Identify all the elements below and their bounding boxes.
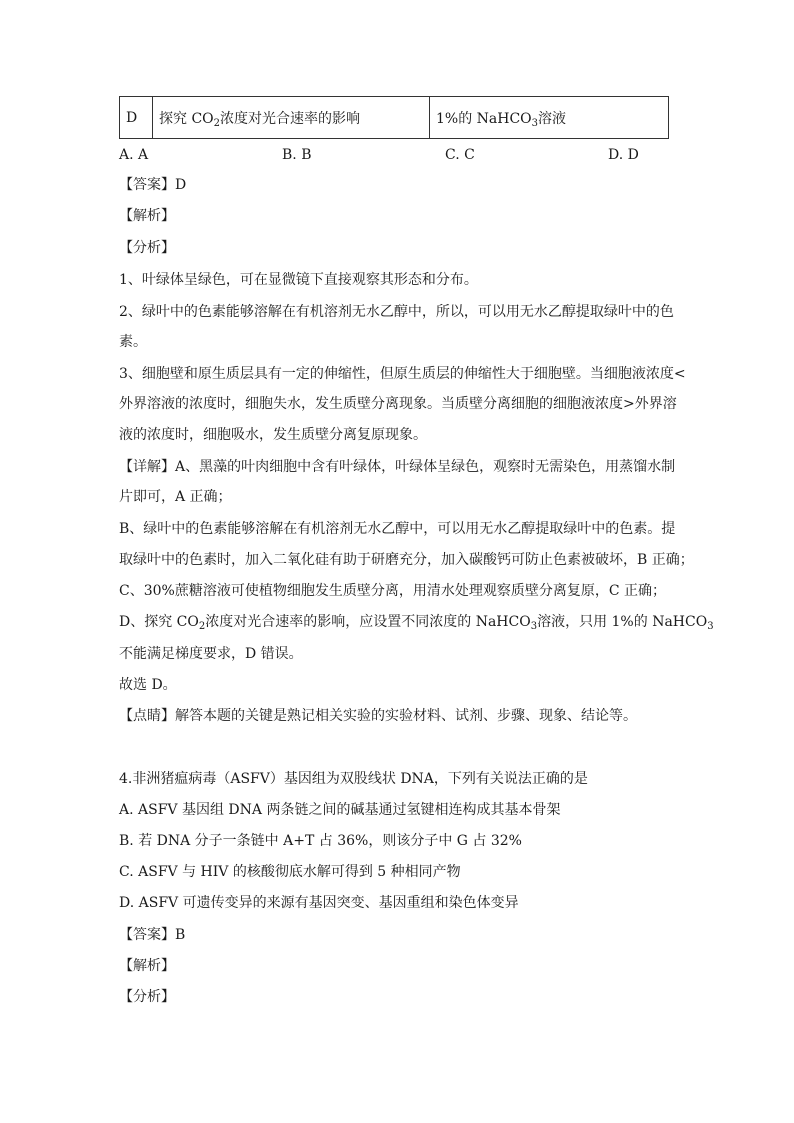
option-b: B. B	[282, 147, 312, 163]
q4-answer: 【答案】B	[119, 927, 186, 943]
option-c: C. C	[445, 147, 475, 163]
experiment-cell: 探究 $CO_2$浓度对光合速率的影响	[153, 97, 430, 139]
row-letter: D	[120, 97, 153, 139]
q3-detail-b-line-2: 取绿叶中的色素时，加入二氧化硅有助于研磨充分，加入碳酸钙可防止色素被破坏，B 正确；	[119, 552, 694, 568]
q3-detail-c: C、30%蔗糖溶液可使植物细胞发生质壁分离，用清水处理观察质壁分离复原，C 正确；	[119, 583, 666, 599]
q3-dianjing: 【点睛】解答本题的关键是熟记相关实验的实验材料、试剂、步骤、现象、结论等。	[119, 708, 637, 724]
q3-detail-d-line-1: D、探究 $CO_2$浓度对光合速率的影响，应设置不同浓度的 NaHCO$_3$溶液，只用 1%的 NaHCO$_3$	[119, 614, 714, 632]
q3-options	[119, 145, 679, 165]
q4-option-b: B. 若 DNA 分子一条链中 A+T 占 36%，则该分子中 G 占 32%	[119, 833, 522, 849]
material-cell: 1%的 NaHCO$_3$溶液	[430, 97, 669, 139]
q3-detail-a-line-1: 【详解】A、黑藻的叶肉细胞中含有叶绿体，叶绿体呈绿色，观察时无需染色，用蒸馏水制	[119, 459, 676, 475]
q3-fenxi-heading: 【分析】	[119, 240, 175, 256]
option-d: D. D	[608, 147, 639, 163]
q3-conclusion: 故选 D。	[119, 677, 177, 693]
q4-stem: 4.非洲猪瘟病毒（ASFV）基因组为双股线状 DNA，下列有关说法正确的是	[119, 771, 588, 787]
q3-detail-a-line-2: 片即可，A 正确；	[119, 489, 232, 505]
q4-option-c: C. ASFV 与 HIV 的核酸彻底水解可得到 5 种相同产物	[119, 864, 461, 880]
q3-point-3-line-2: 外界溶液的浓度时，细胞失水，发生质壁分离现象。当质壁分离细胞的细胞液浓度>外界溶	[119, 396, 677, 412]
q3-detail-b-line-1: B、绿叶中的色素能够溶解在有机溶剂无水乙醇中，可以用无水乙醇提取绿叶中的色素。提	[119, 521, 676, 537]
q3-point-2-line-1: 2、绿叶中的色素能够溶解在有机溶剂无水乙醇中，所以，可以用无水乙醇提取绿叶中的色	[119, 304, 674, 320]
q3-point-3-line-1: 3、细胞壁和原生质层具有一定的伸缩性，但原生质层的伸缩性大于细胞壁。当细胞液浓度<	[119, 366, 686, 382]
q3-answer: 【答案】D	[119, 177, 187, 193]
q3-point-2-line-2: 素。	[119, 334, 147, 350]
option-a: A. A	[119, 147, 149, 163]
q3-point-1: 1、叶绿体呈绿色，可在显微镜下直接观察其形态和分布。	[119, 272, 478, 288]
q4-jiexi-heading: 【解析】	[119, 958, 175, 974]
q3-detail-d-line-2: 不能满足梯度要求，D 错误。	[119, 646, 303, 662]
q3-point-3-line-3: 液的浓度时，细胞吸水，发生质壁分离复原现象。	[119, 427, 427, 443]
experiment-table	[119, 96, 669, 139]
q4-option-d: D. ASFV 可遗传变异的来源有基因突变、基因重组和染色体变异	[119, 895, 519, 911]
q4-fenxi-heading: 【分析】	[119, 989, 175, 1005]
q4-option-a: A. ASFV 基因组 DNA 两条链之间的碱基通过氢键相连构成其基本骨架	[119, 802, 561, 818]
table-row	[120, 97, 669, 139]
q3-jiexi-heading: 【解析】	[119, 208, 175, 224]
